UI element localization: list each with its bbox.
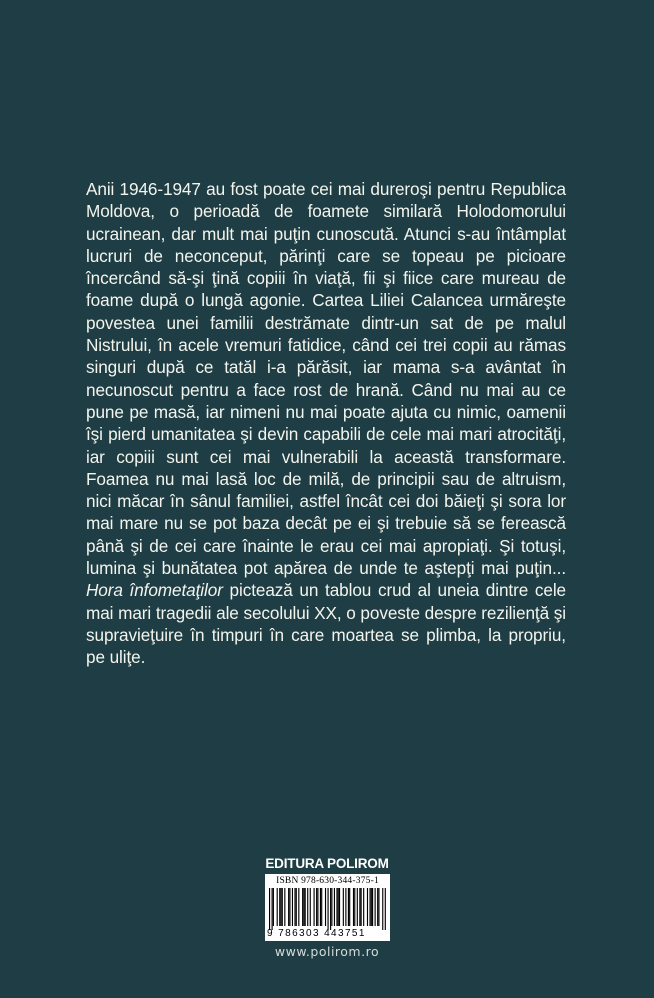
book-title: Hora înfometaţilor [86,580,223,601]
barcode-bar [289,888,290,926]
barcode-bar [282,888,283,926]
barcode-digits: 9 786303 443751 [267,928,366,939]
barcode-bar [296,888,297,926]
barcode-bar [348,888,349,926]
barcode-bar [317,888,318,926]
barcode-bar [363,888,364,926]
barcode-bar [345,888,346,926]
barcode-bar [302,888,303,926]
barcode-bar [339,888,340,926]
barcode-bar [272,888,273,930]
barcode-bar [375,888,376,926]
back-cover-blurb [86,178,566,669]
barcode-bar [288,888,289,926]
barcode-bar [328,888,329,930]
barcode-bar [307,888,308,926]
barcode-bar [303,888,304,926]
barcode-bar [325,888,326,926]
barcode-bar [334,888,335,926]
publisher-website[interactable]: www.polirom.ro [274,944,380,959]
barcode-bar [331,888,332,926]
barcode-bar [298,888,299,926]
blurb-text-end: pictează un tablou crud al uneia dintre cele mai mari tragedii ale secolului XX, o poveste despre rezilienţă şi supravieţuire în timpuri în care moartea se plimba, la propriu, pe uliţe. [86,580,566,668]
barcode-bar [357,888,358,926]
isbn-barcode [265,874,390,941]
barcode-bar [359,888,360,926]
publisher-name: EDITURA POLIROM [265,856,389,871]
barcode-bar [361,888,362,926]
barcode-bar [273,888,274,926]
barcode-bar [377,888,378,926]
barcode-bar [321,888,322,926]
barcode-bar [280,888,281,926]
barcode-bar [320,888,321,926]
barcode-bar [305,888,306,926]
barcode-bar [310,888,311,926]
barcode-bar [316,888,317,926]
barcode-bar [378,888,379,926]
barcode-bar [336,888,337,926]
barcode-bar [349,888,350,926]
barcode-bar [284,888,285,926]
barcode-bars [269,888,386,930]
blurb-paragraph [86,178,566,669]
isbn-number: ISBN 978-630-344-375-1 [276,876,379,886]
barcode-bar [354,888,355,926]
barcode-bar [277,888,278,926]
barcode-bar [382,888,383,930]
barcode-bar [314,888,315,926]
blurb-text-start: Anii 1946-1947 au fost poate cei mai dureroşi pentru Republica Moldova, o perioadă de foamete similară Holodomorului ucrainean, dar mult mai puţin cunoscută. Atunci s-au întâmplat lucruri de neconceput, părinţi care se topeau pe picioare încercând să-şi ţină copiii în viaţă, fii şi fiice care mureau de foame după o lungă agonie. Cartea Liliei Calancea urmăreşte povestea unei familii destrămate dintr-un sat de pe malul Nistrului, în acele vremuri fatidice, când cei trei copii au rămas singuri după ce tatăl i-a părăsit, iar mama s-a avântat în necunoscut pentru a face rost de hrană. Când nu mai au ce pune pe masă, iar nimeni nu mai poate ajuta cu nimic, oamenii îşi pierd umanitatea şi devin capabili de cele mai mari atrocităţi, iar copiii sunt cei mai vulnerabili la această transformare. Foamea nu mai lasă loc de milă, de principii sau de altruism, nici măcar în sânul familiei, astfel încât cei doi băieţi şi sora lor mai mare nu se pot baza decât pe ei şi trebuie să se ferească până şi de cei care înainte le erau cei mai apropiaţi. Şi totuşi, lumina şi bunătatea pot apărea de unde te aştepţi mai puţin... [86,179,566,579]
barcode-bar [279,888,280,926]
barcode-bar [330,888,331,930]
barcode-bar [371,888,372,926]
barcode-bar [269,888,270,930]
barcode-bar [385,888,386,930]
barcode-bar [338,888,339,926]
barcode-bar [369,888,370,926]
barcode-bar [294,888,295,926]
barcode-bar [343,888,344,926]
barcode-bar [353,888,354,926]
barcode-bar [367,888,368,926]
barcode-bar [292,888,293,926]
barcode-bar [372,888,373,926]
